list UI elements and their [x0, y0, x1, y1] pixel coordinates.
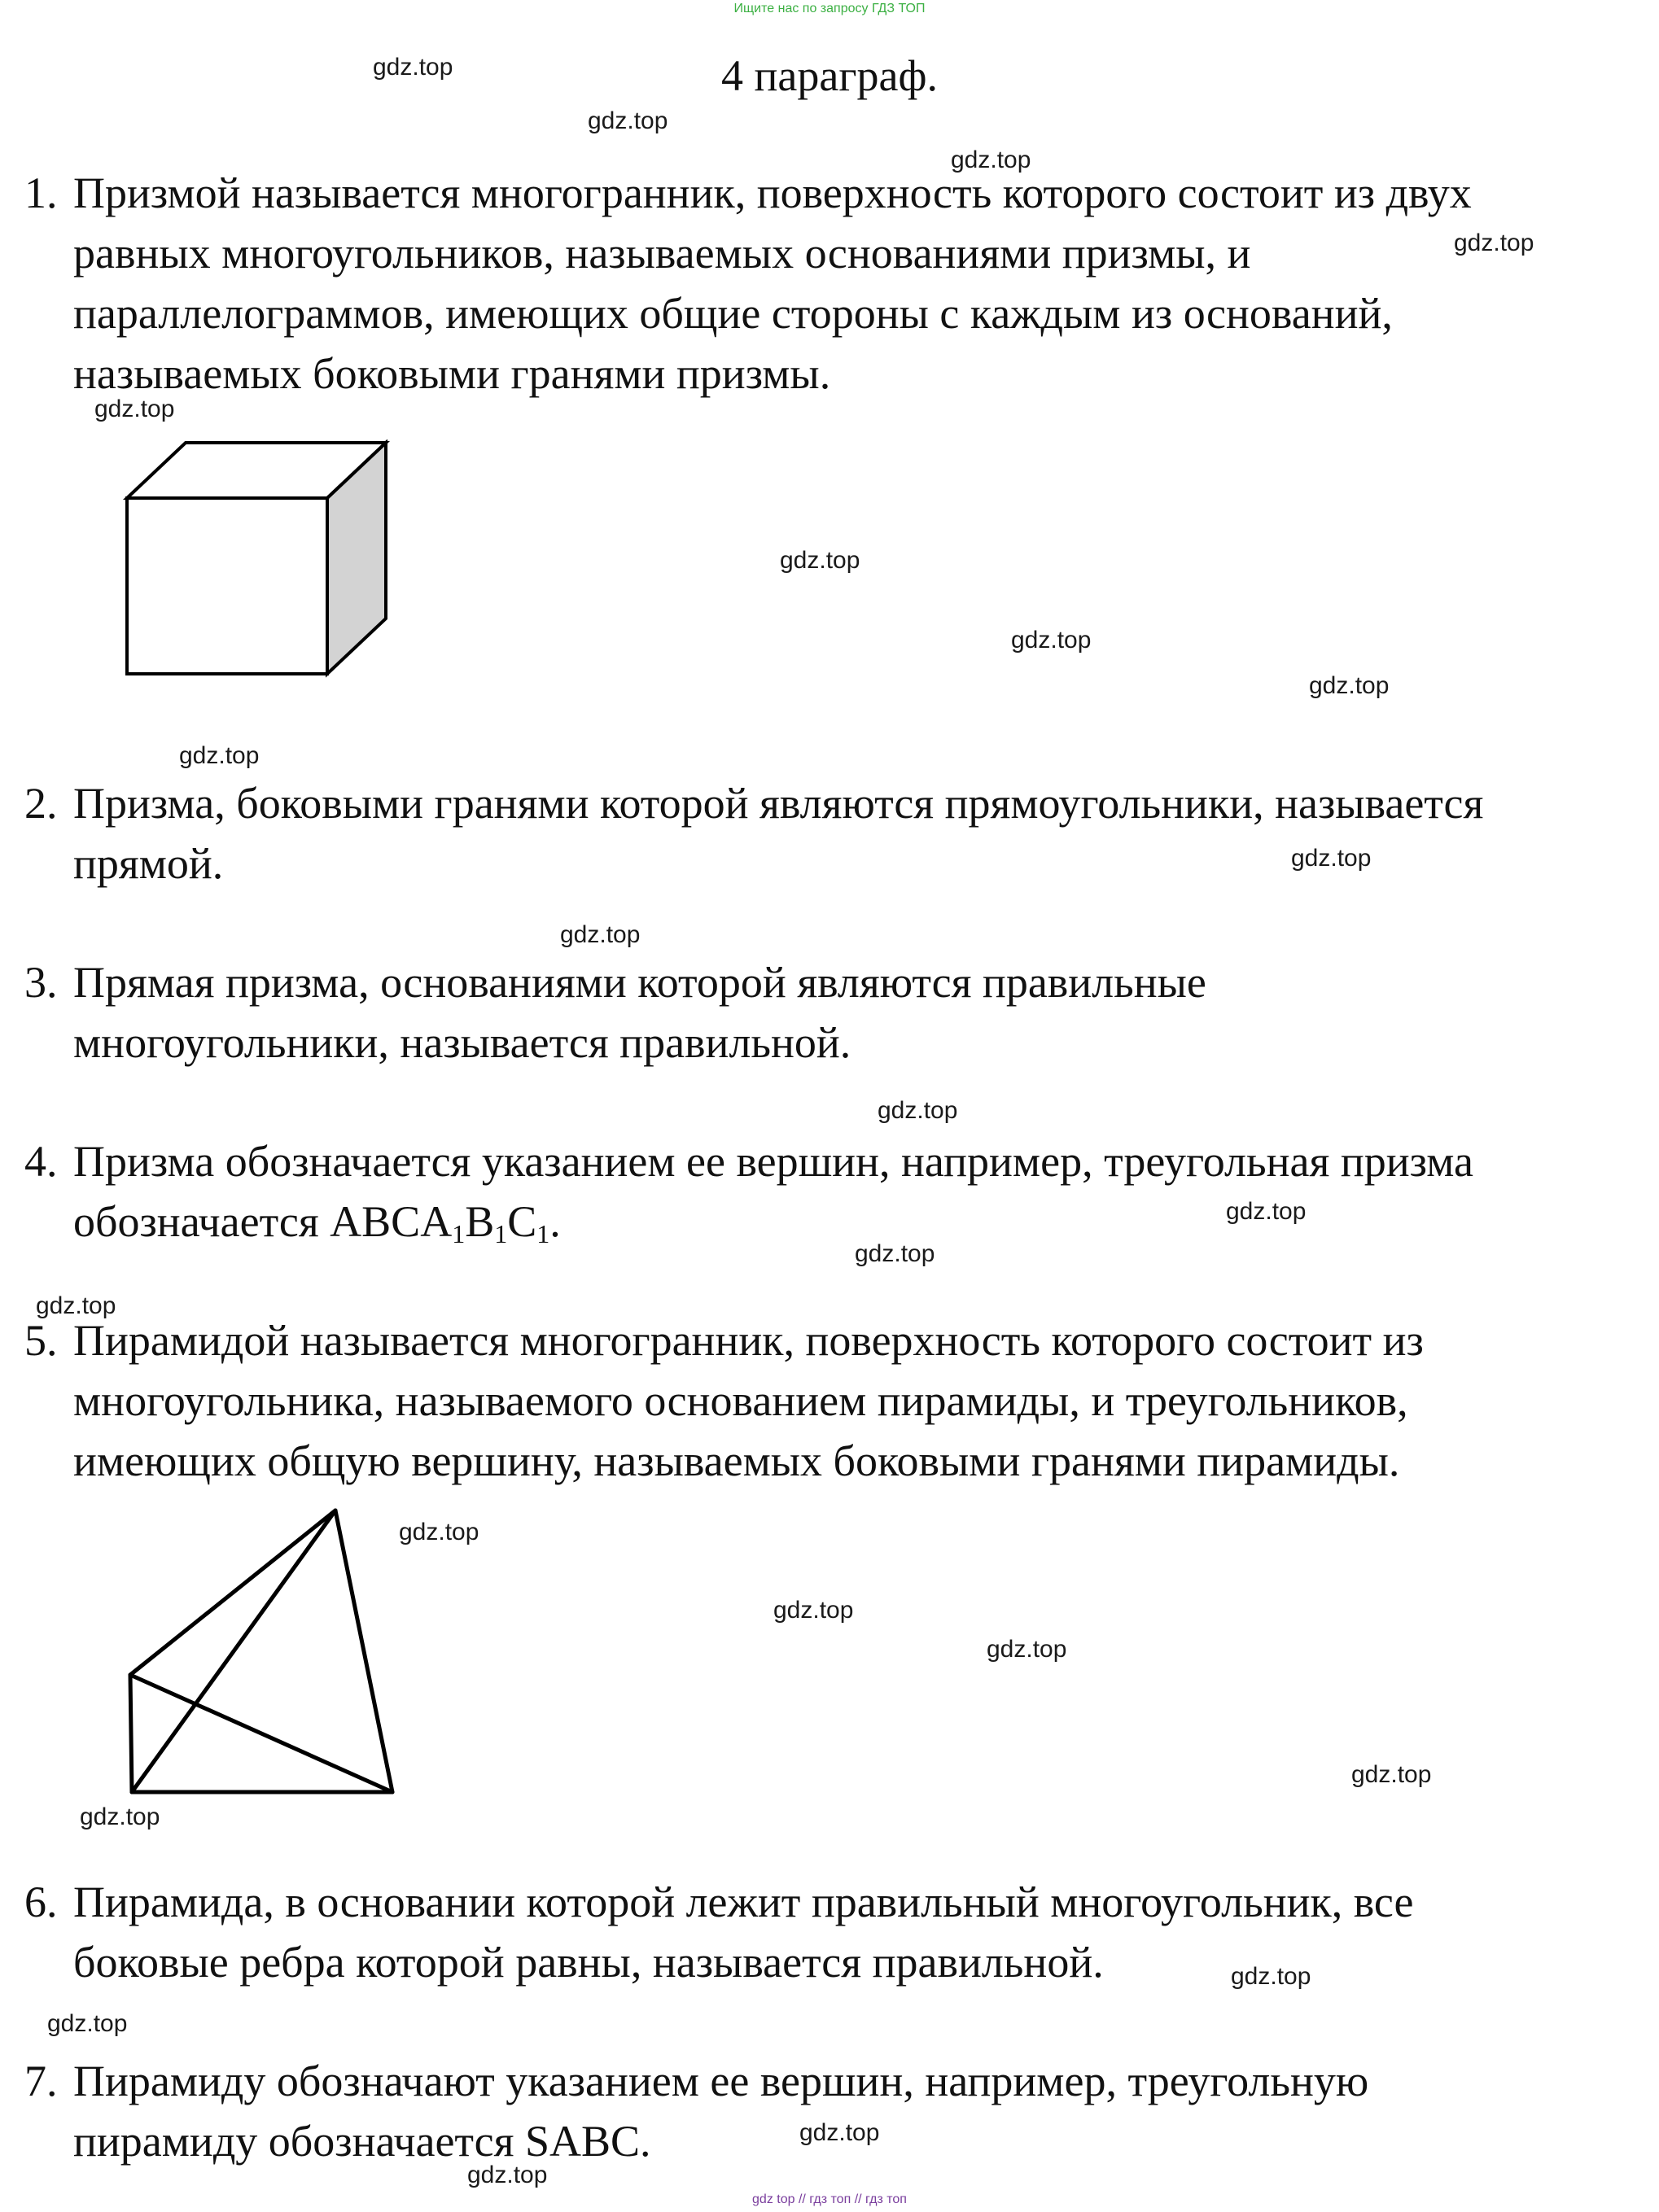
bottom-banner: gdz top // гдз топ // гдз топ	[752, 2192, 907, 2206]
item-number: 6.	[24, 1878, 58, 1926]
watermark: gdz.top	[1309, 672, 1390, 699]
text-line: многоугольника, называемого основанием пирамиды, и треугольников,	[73, 1376, 1408, 1425]
item-number: 7.	[24, 2057, 58, 2105]
watermark: gdz.top	[467, 2162, 548, 2188]
watermark: gdz.top	[1291, 845, 1372, 872]
top-banner: Ищите нас по запросу ГДЗ ТОП	[733, 2, 926, 15]
watermark: gdz.top	[560, 921, 641, 948]
watermark: gdz.top	[36, 1292, 116, 1319]
item-number: 1.	[24, 168, 58, 217]
text-line: Пирамида, в основании которой лежит правильный многоугольник, все	[73, 1878, 1414, 1926]
watermark: gdz.top	[179, 742, 260, 769]
pyramid-edge	[335, 1510, 392, 1792]
pyramid-edge	[130, 1675, 132, 1792]
text-line: боковые ребра которой равны, называется правильной.	[73, 1938, 1104, 1987]
list-item-4	[24, 1131, 1644, 1252]
watermark: gdz.top	[855, 1240, 935, 1267]
watermark: gdz.top	[373, 54, 453, 81]
list-item-2	[24, 773, 1644, 894]
watermark: gdz.top	[1226, 1198, 1307, 1225]
watermark: gdz.top	[399, 1519, 479, 1545]
prism-notation: обозначается $ABCA_1B_1C_1$.	[73, 1197, 561, 1248]
prism-front-face	[127, 498, 327, 674]
item-number: 3.	[24, 958, 58, 1007]
watermark: gdz.top	[94, 396, 175, 422]
text-line: Призма обозначается указанием ее вершин, например, треугольная призма	[73, 1137, 1473, 1186]
item-text	[73, 1131, 1644, 1252]
watermark: gdz.top	[1454, 230, 1534, 256]
list-item-3	[24, 952, 1644, 1073]
item-text	[73, 163, 1644, 404]
pyramid-edge	[130, 1675, 392, 1792]
item-text	[73, 1310, 1644, 1491]
watermark: gdz.top	[1011, 627, 1092, 654]
watermark: gdz.top	[1231, 1963, 1311, 1990]
page-title: 4 параграф.	[721, 51, 938, 100]
item-number: 4.	[24, 1137, 58, 1186]
prism-figure	[122, 439, 391, 684]
watermark: gdz.top	[1351, 1761, 1432, 1788]
text-line: равных многоугольников, называемых основаниями призмы, и	[73, 229, 1251, 278]
watermark: gdz.top	[780, 547, 860, 574]
item-text	[73, 952, 1644, 1073]
watermark: gdz.top	[951, 146, 1031, 173]
text-line: Пирамидой называется многогранник, поверхность которого состоит из	[73, 1316, 1424, 1365]
watermark: gdz.top	[80, 1803, 160, 1830]
watermark: gdz.top	[799, 2119, 880, 2146]
text-line: Призма, боковыми гранями которой являются прямоугольники, называется	[73, 779, 1484, 828]
item-number: 5.	[24, 1316, 58, 1365]
list-item-5	[24, 1310, 1644, 1491]
text-line: Прямая призма, основаниями которой являются правильные	[73, 958, 1206, 1007]
item-text	[73, 1872, 1644, 1992]
item-text	[73, 773, 1644, 894]
watermark: gdz.top	[878, 1097, 958, 1124]
list-item-7	[24, 2051, 1644, 2171]
pyramid-figure	[114, 1497, 415, 1807]
text-line: параллелограммов, имеющих общие стороны с каждым из оснований,	[73, 289, 1393, 338]
text-line: многоугольники, называется правильной.	[73, 1018, 851, 1067]
text-line: называемых боковыми гранями призмы.	[73, 349, 831, 398]
watermark: gdz.top	[588, 107, 668, 134]
list-item-1	[24, 163, 1644, 404]
text-line: Пирамиду обозначают указанием ее вершин, например, треугольную	[73, 2057, 1369, 2105]
text-line: прямой.	[73, 839, 224, 888]
item-text	[73, 2051, 1644, 2171]
watermark: gdz.top	[987, 1636, 1067, 1663]
text-line: пирамиду обозначается SABC.	[73, 2117, 651, 2166]
text-line: имеющих общую вершину, называемых боковыми гранями пирамиды.	[73, 1436, 1400, 1485]
watermark: gdz.top	[47, 2010, 128, 2037]
watermark: gdz.top	[773, 1597, 854, 1624]
text-line: Призмой называется многогранник, поверхность которого состоит из двух	[73, 168, 1472, 217]
list-item-6	[24, 1872, 1644, 1992]
item-number: 2.	[24, 779, 58, 828]
